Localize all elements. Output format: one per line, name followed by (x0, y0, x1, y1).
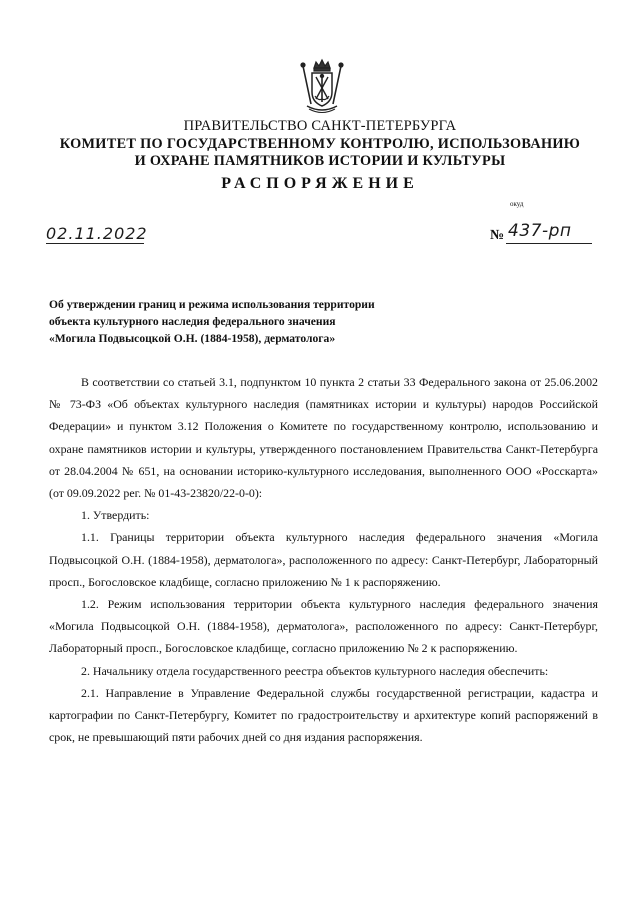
subject-line-2: объекта культурного наследия федерального значения (49, 315, 336, 328)
okud-label: окуд (510, 200, 524, 208)
date-underline (46, 243, 144, 244)
paragraph-1-1: 1.1. Границы территории объекта культурного наследия федерального значения «Могила Подвысоцкой О.Н. (1884-1958), дерматолога», расположенного по адресу: Санкт-Петербург, Лабораторный просп., Богословское кладбище, согласно приложению № 1 к распоряжению. (49, 530, 598, 589)
committee-name-line-2: И ОХРАНЕ ПАМЯТНИКОВ ИСТОРИИ И КУЛЬТУРЫ (134, 153, 506, 169)
committee-name-line-1: КОМИТЕТ ПО ГОСУДАРСТВЕННОМУ КОНТРОЛЮ, ИСПОЛЬЗОВАНИЮ (59, 136, 581, 152)
document-date: 02.11.2022 (46, 224, 148, 243)
number-label: № (490, 228, 505, 243)
paragraph-1-2: 1.2. Режим использования территории объекта культурного наследия федерального значения «Могила Подвысоцкой О.Н. (1884-1958), дерматолога», расположенного по адресу: Санкт-Петербург, Лабораторный просп., Богословское кладбище, согласно приложению № 2 к распоряжению. (49, 597, 598, 656)
paragraph-2-1: 2.1. Направление в Управление Федеральной службы государственной регистрации, кадастра и картографии по Санкт-Петербургу, Комитет по градостроительству и архитектуре копий распоряжений в срок, не превышающий пяти рабочих дней со дня издания распоряжения. (49, 685, 598, 745)
number-underline (506, 243, 592, 244)
document-type-title: РАСПОРЯЖЕНИЕ (221, 175, 419, 192)
intro-paragraph: В соответствии со статьей 3.1, подпунктом 10 пункта 2 статьи 33 Федерального закона от 25.06.2002 № 73-ФЗ «Об объектах культурного наследия (памятниках истории и культуры) народов Российской Федерации» и пунктом 3.12 Положения о Комитете по государственному контролю, использованию и охране памятников истории и культуры, утвержденного постановлением Правительства Санкт-Петербурга от 28.04.2004 № 651, на основании историко-культурного исследования, выполненного ООО «Росскарта» (от 09.09.2022 рег. № 01-43-23820/22-0-0): (49, 375, 598, 501)
document-body (49, 371, 598, 748)
coat-of-arms-emblem (297, 58, 347, 116)
committee-name (0, 136, 640, 170)
subject-line-1: Об утверждении границ и режима использования территории (49, 298, 375, 311)
document-number: 437-рп (508, 221, 572, 241)
government-name: ПРАВИТЕЛЬСТВО САНКТ-ПЕТЕРБУРГА (183, 118, 457, 134)
paragraph-1: 1. Утвердить: (81, 508, 150, 523)
subject-line-3: «Могила Подвысоцкой О.Н. (1884-1958), дерматолога» (49, 332, 336, 345)
paragraph-2: 2. Начальнику отдела государственного реестра объектов культурного наследия обеспечить: (81, 663, 549, 678)
document-subject (49, 296, 449, 347)
